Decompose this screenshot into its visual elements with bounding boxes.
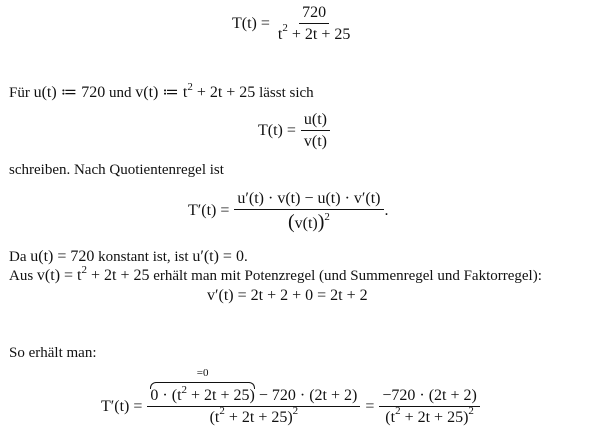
equation-T-uv: T(t) = $\frac{u(t)}{v(t)}$ (258, 111, 330, 150)
equation-v-prime: v′(t) = 2t + 2 + 0 = 2t + 2 (207, 287, 368, 304)
fraction-right: $\frac{-720 \cdot (2t + 2)}{(t^2 + 2t + 25)^2}$ (379, 387, 479, 426)
equation-T (232, 4, 353, 43)
fraction-left: =0 $0 \cdot (t^2 + 2t + 25) - 720 \cdot (2t + 2)$ $(t^2 + 2t + 25)^2$ (147, 387, 360, 426)
text-line-result-intro: So erhält man: (9, 345, 97, 361)
math-v: v(t) ≔ $t^2 + 2t + 25$ (135, 80, 256, 101)
equation-T-prime-result: T′(t) = =0 $0 \cdot (t^2 + 2t + 25) - 720 \cdot (2t + 2)$ $(t^2 + 2t + 25)^2$ = $\frac{-720 \cdot (2t + 2)}{(t^2 + 2t + 25)^2}$ (101, 387, 480, 426)
denominator: $t^2 + 2t + 25$ (277, 22, 351, 43)
numerator: 720 (299, 4, 329, 24)
overbrace: =0 $0 \cdot (t^2 + 2t + 25)$ (150, 367, 255, 404)
fraction: $\frac{u'(t) \cdot v(t) - u(t) \cdot v'(t)}{(v(t))^2}$ (234, 190, 383, 232)
fraction (275, 4, 353, 43)
text-line-quotient-rule: schreiben. Nach Quotientenregel ist (9, 162, 224, 178)
fraction: $\frac{u(t)}{v(t)}$ (301, 111, 330, 150)
equation-lhs: T(t) = (232, 14, 270, 32)
math-u: u(t) ≔ 720 (33, 84, 106, 101)
text-line-u-constant: Da u(t) = 720 konstant ist, ist u′(t) = 0. (9, 248, 248, 265)
text-line-power-rule: Aus $v(t) = t^2 + 2t + 25$ erhält man mit Potenzregel (und Summenregel und Faktorregel): (9, 263, 542, 284)
text-line-definitions: Für u(t) ≔ 720 und v(t) ≔ $t^2 + 2t + 25$ lässt sich (9, 80, 314, 101)
overbrace-label: =0 (196, 367, 209, 379)
equation-T-prime-general: T′(t) = $\frac{u'(t) \cdot v(t) - u(t) \cdot v'(t)}{(v(t))^2}$ . (188, 190, 389, 233)
